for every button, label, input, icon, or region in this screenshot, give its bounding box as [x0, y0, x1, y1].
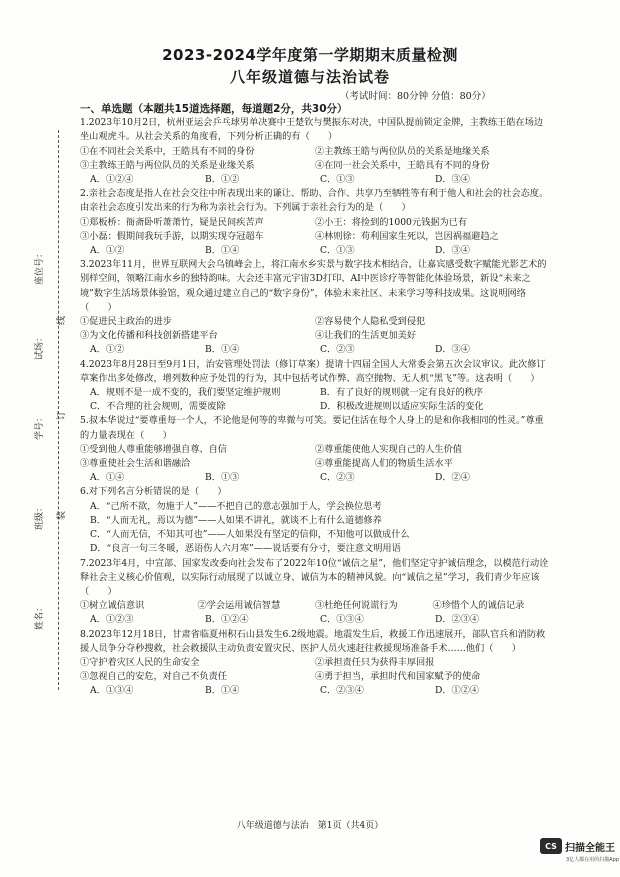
question-8-option: ①守护着灾区人民的生命安全: [80, 656, 200, 668]
scanner-watermark: [540, 838, 615, 854]
answer-choice: D．②③④: [435, 614, 480, 626]
question-1-options-row2: [80, 159, 550, 173]
question-1-option: ④在同一社会关系中，王皓具有不同的身份: [315, 159, 490, 171]
questions-area: [80, 102, 550, 699]
question-5-option: ④尊重能提高人们的物质生活水平: [315, 458, 453, 470]
answer-choice: A．①②③: [90, 614, 134, 626]
question-1-stem: 1.2023年10月2日，杭州亚运会乒乓球男单决赛中王楚钦与樊振东对决，中国队提前锁定金牌，主教练王皓在场边坐山观虎斗。从社会关系的角度看，下列分析正确的有（ ）: [80, 117, 544, 143]
question-2-option: ③小磊：假期间我玩手游，以期实现夺冠超车: [80, 230, 264, 242]
question-7-option: ①树立诚信意识: [80, 600, 145, 612]
binding-mark: 装: [57, 510, 67, 520]
answer-choice: B．①②: [205, 174, 240, 186]
question-8-option: ②承担责任只为获得丰厚回报: [315, 656, 435, 668]
question-8-options-row2: [80, 670, 550, 684]
question-1-option: ③主教练王皓与两位队员的关系是业缘关系: [80, 159, 255, 171]
answer-choice: C．①③: [320, 245, 355, 257]
answer-choice: A．①②④: [90, 174, 134, 186]
exam-title-line2: 八年级道德与法治试卷: [229, 68, 390, 86]
question-5-options-row1: [80, 443, 550, 457]
question-4-option: B．有了良好的规则就一定有良好的秩序: [320, 387, 483, 399]
exam-room-label: 试场：: [35, 332, 45, 360]
question-6-stem: 6.对下列名言分析错误的是（ ）: [80, 486, 227, 498]
question-4-option: C．不合理的社会规则，需要废除: [90, 401, 226, 413]
answer-choice: A．①④: [90, 472, 125, 484]
question-7-option: ②学会运用诚信智慧: [197, 600, 281, 612]
answer-choice: A．①②: [90, 245, 125, 257]
question-2-option: ②小王：将捡到的1000元钱据为已有: [315, 216, 468, 228]
exam-info: （考试时间：80分钟 分值：80分）: [340, 91, 491, 102]
answer-choice: B．①④: [205, 685, 240, 697]
question-5-option: ①受到他人尊重能够增强自尊、自信: [80, 443, 227, 455]
answer-choice: A．①③④: [90, 685, 134, 697]
question-4-option: A．规则不是一成不变的，我们要坚定维护规则: [90, 387, 281, 399]
question-3-option: ①促进民主政治的进步: [80, 316, 172, 328]
answer-choice: B．①②④: [205, 614, 249, 626]
line-mark: 线: [57, 315, 67, 325]
question-4-options-row2: [80, 400, 550, 414]
binding-margin: [14, 130, 84, 690]
answer-choice: C．②③④: [320, 685, 364, 697]
question-2-options-row1: [80, 216, 550, 230]
question-2-option: ①郑板桥：衙斋卧听萧萧竹，疑是民间疾苦声: [80, 216, 264, 228]
question-7-options: [80, 599, 550, 613]
question-6-option: B．“人而无礼，焉以为德”——人如果不讲礼，就谈不上有什么道德修养: [90, 514, 382, 526]
question-6-option: A．“己所不欲，勿施于人”——不把自己的意志强加于人，学会换位思考: [90, 500, 382, 512]
question-5-option: ②尊重能使他人实现自己的人生价值: [315, 443, 462, 455]
page-footer: 八年级道德与法治 第1页（共4页）: [236, 821, 384, 831]
question-6-option: C．“人而无信，不知其可也”——人如果没有坚定的信仰，不知他可以做成什么: [90, 529, 410, 541]
scanner-tagline: 3亿人都在用的扫描App: [566, 857, 619, 863]
answer-choice: B．①③: [205, 472, 240, 484]
answer-choice: D．①②④: [435, 685, 480, 697]
answer-choice: C．②③: [320, 344, 355, 356]
question-3-answers: [80, 343, 550, 357]
question-5-answers: [80, 471, 550, 485]
question-7-option: ③杜绝任何说谎行为: [315, 600, 398, 612]
question-4-options-row1: [80, 386, 550, 400]
answer-choice: C．①③: [320, 174, 355, 186]
question-2-stem: 2.亲社会态度是指人在社会交往中所表现出来的谦让、帮助、合作、共享乃至牺牲等有利于他人和社会的社会态度。由亲社会态度引发出来的行为称为亲社会行为。下列属于亲社会行为的是（ ）: [80, 188, 549, 214]
question-5-stem: 5.叔本华说过“要尊重每一个人，不论他是何等的卑微与可笑。要记住活在每个人身上的是和你我相同的性灵。”尊重的力量表现在（ ）: [80, 415, 544, 441]
scanner-app-name: 扫描全能王: [565, 842, 615, 854]
answer-choice: A．①②: [90, 344, 125, 356]
question-8-options-row1: [80, 656, 550, 670]
student-id-label: 学号：: [35, 412, 45, 440]
class-label: 班级：: [35, 502, 45, 530]
question-5-options-row2: [80, 457, 550, 471]
seat-number-label: 座位号：: [35, 248, 45, 285]
question-6-option: D．“良言一句三冬暖，恶语伤人六月寒”——说话要有分寸，要注意文明用语: [90, 543, 401, 555]
question-3-option: ②容易使个人隐私受到侵犯: [315, 316, 426, 328]
question-4-option: D．积极改进规则以适应实际生活的变化: [320, 401, 484, 413]
question-8-answers: [80, 684, 550, 698]
answer-choice: D．③④: [435, 344, 470, 356]
answer-choice: B．①④: [205, 245, 240, 257]
question-3-stem: 3.2023年11月，世界互联网大会乌镇峰会上，将江南水乡实景与数字技术相结合，让嘉宾感受数字赋能光影艺术的别样空间，领略江南水乡的独特韵味。大会还丰富元宇宙3D打印、AI中医诊疗等智能化体验场景，新设“未来之境”数字生活场景体验馆，观众通过建立自己的“数字身份”，体验未来社区、未来学习等科技成果。这说明网络（ ）: [80, 259, 547, 313]
question-3-option: ④让我们的生活更加美好: [315, 330, 417, 342]
question-1-options-row1: [80, 145, 550, 159]
question-2-options-row2: [80, 230, 550, 244]
question-7-option: ④珍惜个人的诚信记录: [432, 600, 525, 612]
answer-choice: D．②④: [435, 472, 470, 484]
question-8-option: ④勇于担当，承担时代和国家赋予的使命: [315, 671, 481, 683]
question-5-option: ③尊重使社会生活和谐融洽: [80, 458, 191, 470]
question-3-options-row2: [80, 329, 550, 343]
section-heading: 一、单选题（本题共15道选择题，每道题2分，共30分）: [80, 103, 348, 115]
question-8-option: ③忽视自己的安危，对自己不负责任: [80, 671, 227, 683]
answer-choice: B．①④: [205, 344, 240, 356]
name-label: 姓名：: [35, 602, 45, 630]
answer-choice: D．③④: [435, 174, 470, 186]
question-7-stem: 7.2023年4月，中宣部、国家发改委向社会发布了2022年10位“诚信之星”，他们坚定守护诚信理念，以模范行动诠释社会主义核心价值观，以实际行动展现了以诚立身、诚信为本的精神风貌。向“诚信之星”学习，我们青少年应该（ ）: [80, 557, 549, 597]
question-7-answers: [80, 613, 550, 627]
question-2-option: ④林则徐：苟利国家生死以，岂因祸福避趋之: [315, 230, 499, 242]
staple-mark: 订: [57, 410, 67, 420]
question-4-stem: 4.2023年8月28日至9月1日，治安管理处罚法（修订草案）提请十四届全国人大常委会第五次会议审议。此次修订草案作出多处修改，增列数种应予处罚的行为，其中包括考试作弊、高空抛物、无人机“黑飞”等。这表明（ ）: [80, 358, 546, 384]
camscanner-icon: CS: [540, 838, 562, 854]
question-2-answers: [80, 244, 550, 258]
question-3-option: ③为文化传播和科技创新搭建平台: [80, 330, 218, 342]
question-1-answers: [80, 173, 550, 187]
answer-choice: D．③④: [435, 245, 470, 257]
question-8-stem: 8.2023年12月18日，甘肃省临夏州积石山县发生6.2级地震。地震发生后，救援工作迅速展开，部队官兵和消防救援人员争分夺秒搜救，社会救援队主动负责安置灾民、医护人员火速赶往救援现场准备手术……他们（ ）: [80, 628, 546, 654]
answer-choice: C．②③: [320, 472, 355, 484]
question-1-option: ①在不同社会关系中，王皓具有不同的身份: [80, 145, 255, 157]
exam-title-line1: 2023-2024学年度第一学期期末质量检测: [162, 46, 458, 64]
answer-choice: C．①③④: [320, 614, 364, 626]
question-1-option: ②主教练王皓与两位队员的关系是地缘关系: [315, 145, 490, 157]
question-3-options-row1: [80, 315, 550, 329]
